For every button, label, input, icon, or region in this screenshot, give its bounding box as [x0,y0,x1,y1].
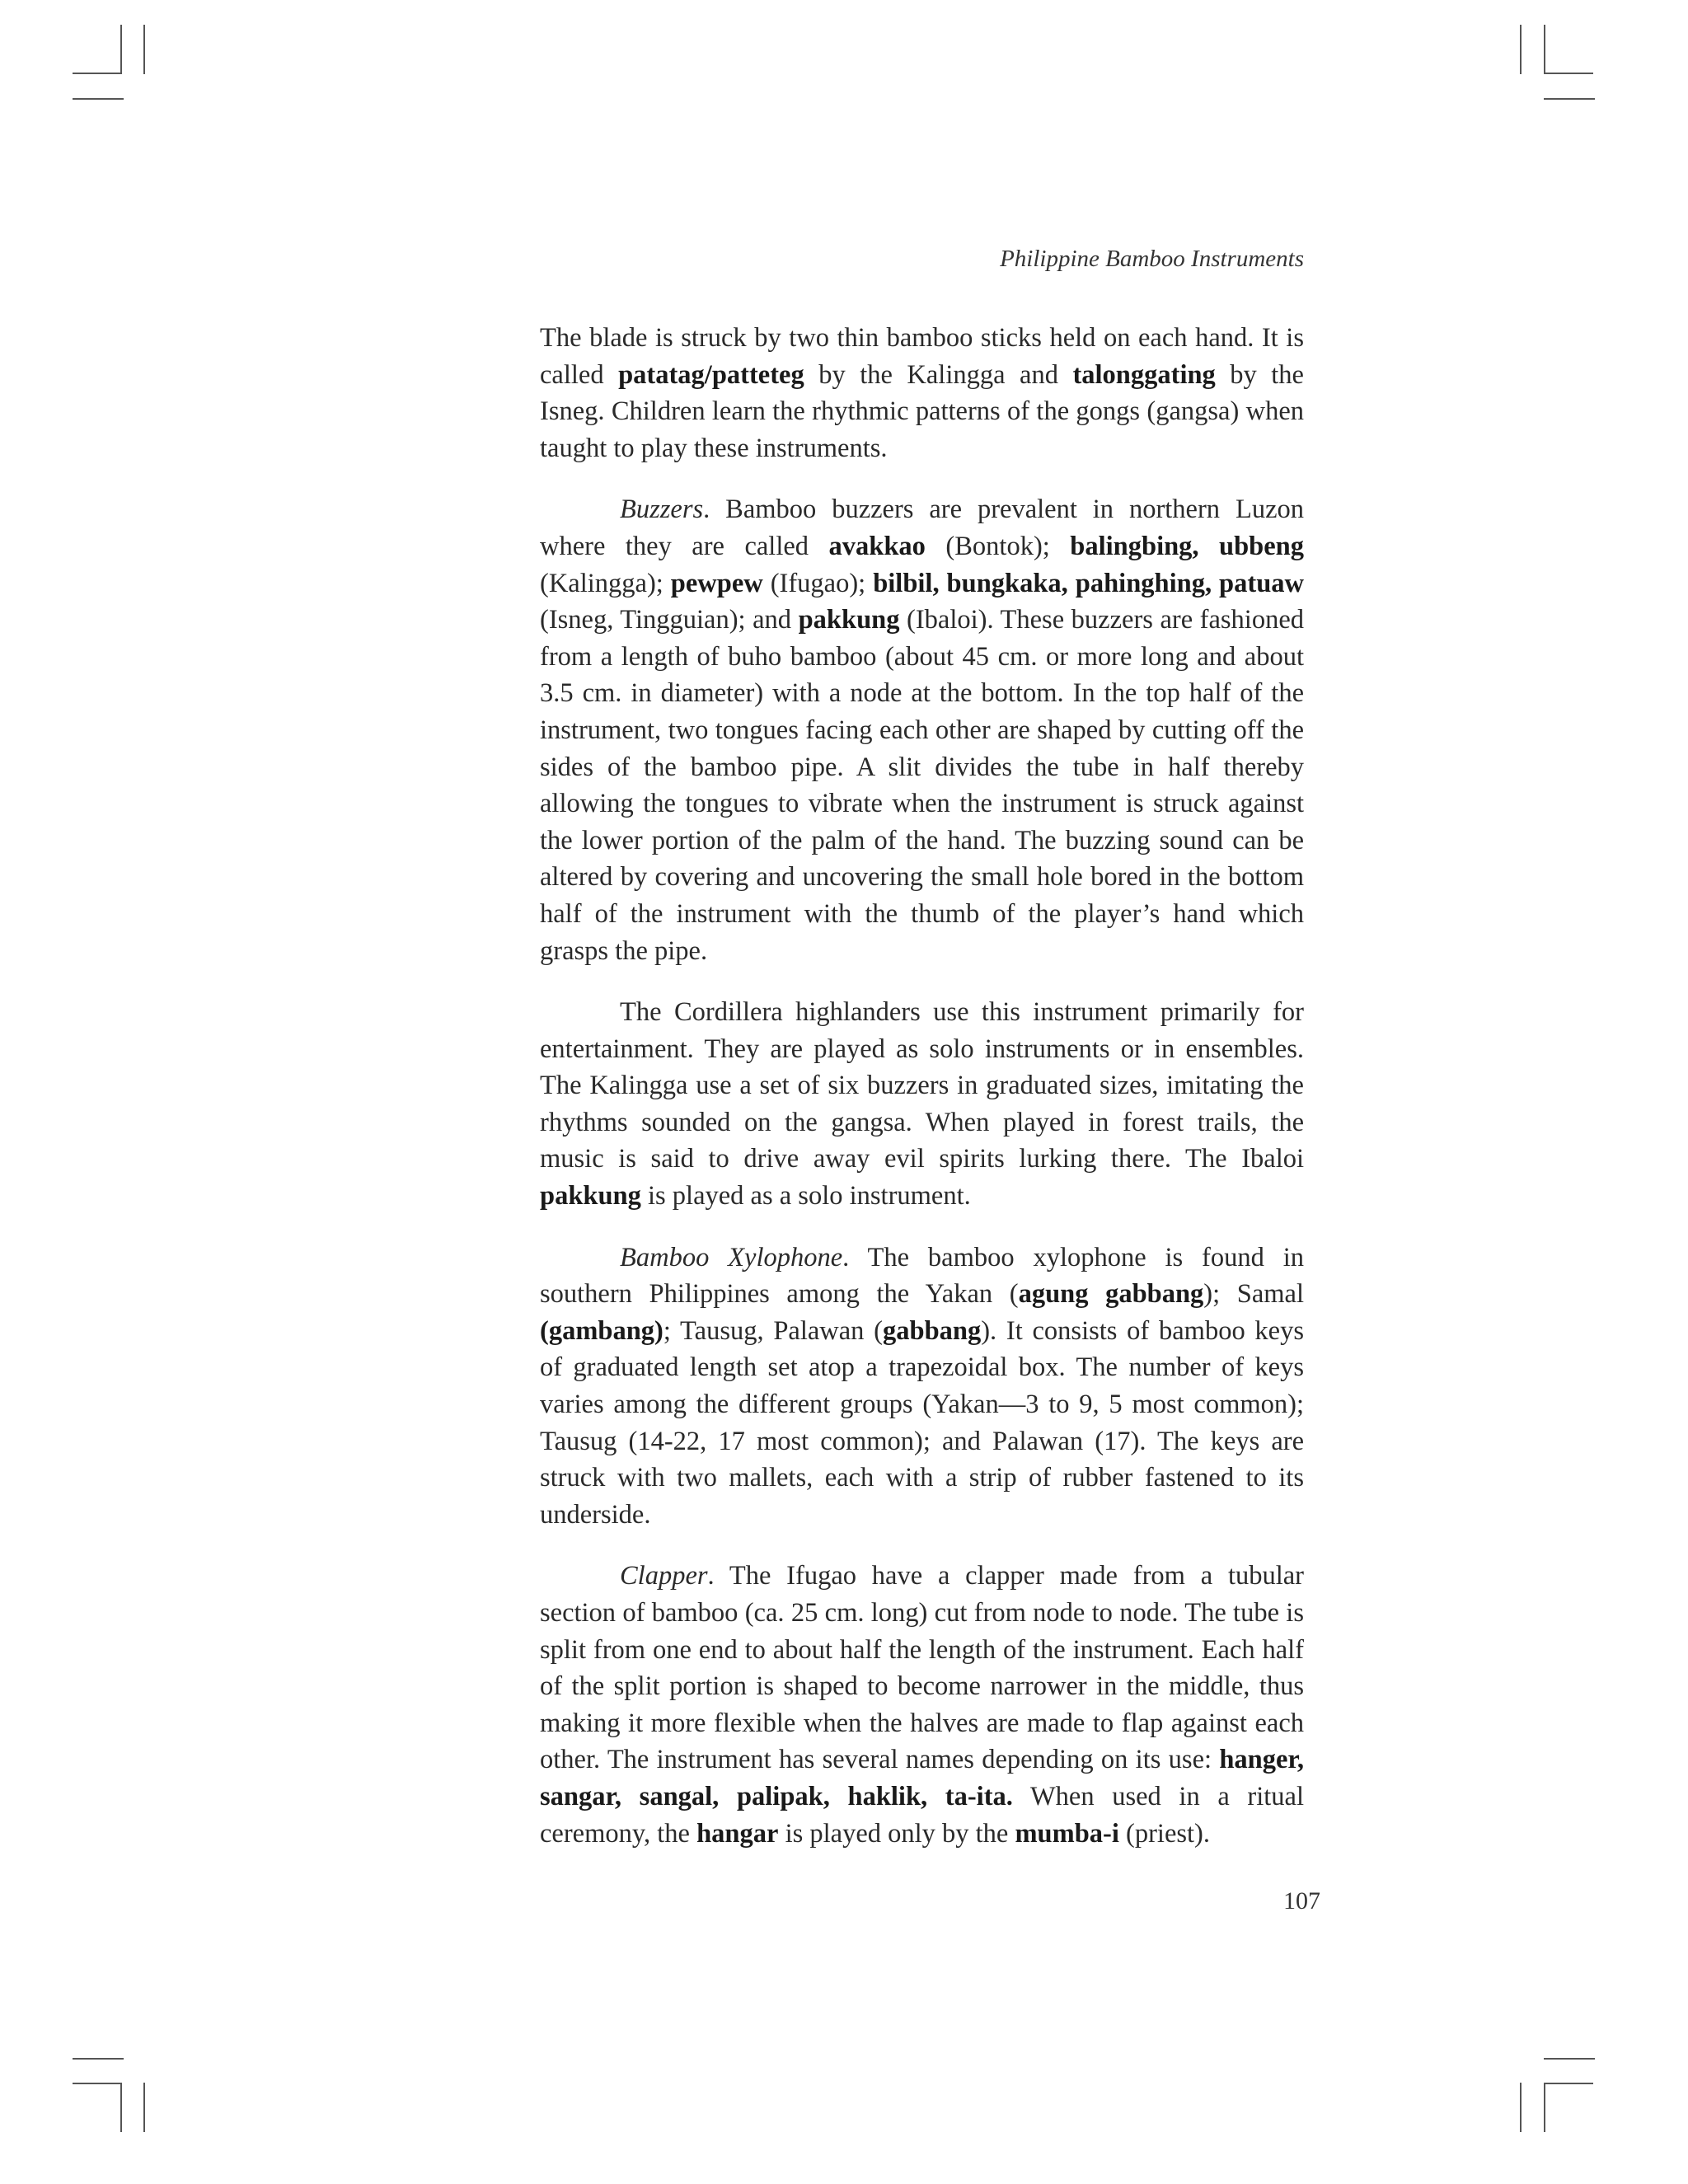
crop-mark-top-left-v2 [143,25,145,74]
bold-term: hanger, sangar, sangal, palipak, haklik, ta-ita. [540,1745,1304,1811]
bold-term: balingbing, ubbeng [1070,531,1304,561]
text-run: (Ifugao); [762,568,874,598]
bold-term: bilbil, bungkaka, pahinghing, patuaw [873,568,1304,598]
text-run: (Ibaloi). These buzzers are fashioned from a length of buho bamboo (about 45 cm. or more long and about 3.5 cm. in diameter) with a node at the bottom. In the top half of the instrument, two tongues facing each other are shaped by cutting off the sides of the bamboo pipe. A slit divides the tube in half thereby allowing the tongues to vibrate when the instrument is struck against the lower portion of the palm of the hand. The buzzing sound can be altered by covering and uncovering the small hole bored in the bottom half of the instrument with the thumb of the player’s hand which grasps the pipe. [540,605,1305,966]
crop-mark-top-left-base [73,73,122,74]
paragraph [540,1240,1304,1534]
text-run: The Cordillera highlanders use this instrument primarily for entertainment. They are played as solo instruments or in ensembles. The Kalingga use a set of six buzzers in graduated sizes, imitating the rhythms sounded on the gangsa. When played in forest trails, the music is said to drive away evil spirits lurking there. The Ibaloi [540,997,1304,1174]
page-number: 107 [1283,1887,1320,1915]
italic-heading: Clapper [620,1561,708,1591]
text-run: is played only by the [778,1818,1015,1849]
text-run: ). It consists of bamboo keys of graduated length set atop a trapezoidal box. The number of keys varies among the different groups (Yakan—3 to 9, 5 most common); Tausug (14-22, 17 most common); and Palawan (17). The keys are struck with two mallets, each with a strip of rubber fastened to its underside. [540,1315,1305,1530]
bold-term: agung gabbang [1018,1279,1204,1310]
crop-mark-top-right-v2 [1544,25,1545,74]
crop-mark-bottom-left-v1 [120,2083,122,2132]
crop-mark-bottom-left-v2 [143,2083,145,2132]
text-run: . The bamboo xylophone is found in southern Philippines among the Yakan ( [540,1242,1304,1310]
bold-term: (gambang) [540,1315,663,1346]
crop-mark-bottom-left-h [73,2058,124,2060]
crop-mark-top-left-h [73,98,124,100]
text-run: is played as a solo instrument. [640,1181,971,1212]
text-run: by the Isneg. Children learn the rhythmic patterns of the gongs (gangsa) when taught to play these instruments. [540,359,1304,463]
bold-term: hangar [696,1818,779,1849]
crop-mark-top-left-v1 [120,25,122,74]
text-run: When used in a ritual ceremony, the [540,1781,1304,1849]
paragraph [540,320,1304,466]
crop-mark-bottom-right-h [1544,2058,1595,2060]
crop-mark-top-right-h [1544,98,1595,100]
crop-mark-bottom-left-base [73,2083,122,2084]
bold-term: pewpew [670,568,763,598]
paragraph [540,1558,1304,1852]
bold-term: avakkao [828,531,926,561]
bold-term: gabbang [883,1315,982,1346]
crop-mark-bottom-right-v1 [1520,2083,1522,2132]
text-run: by the Kalingga and [804,359,1073,390]
text-run: (priest). [1118,1818,1210,1849]
bold-term: talonggating [1072,359,1216,390]
text-run: ); Samal [1203,1279,1304,1310]
bold-term: pakkung [798,605,900,635]
text-run: (Bontok); [925,531,1071,561]
text-run: (Kalingga); [540,568,671,598]
running-header: Philippine Bamboo Instruments [1000,246,1304,272]
crop-mark-bottom-right-v2 [1544,2083,1545,2132]
text-run: . Bamboo buzzers are prevalent in northern Luzon where they are called [540,494,1304,561]
paragraph [540,491,1304,969]
italic-heading: Buzzers [620,494,704,525]
crop-mark-top-right-base [1544,73,1593,74]
bold-term: mumba-i [1015,1818,1119,1849]
body-text [540,320,1304,1877]
bold-term: patatag/patteteg [618,359,804,390]
italic-heading: Bamboo Xylophone [620,1242,843,1272]
text-run: . The Ifugao have a clapper made from a tubular section of bamboo (ca. 25 cm. long) cut from node to node. The tube is split from one end to about half the length of the instrument. Each half of the split portion is shaped to become narrower in the middle, thus making it more flexible when the halves are made to flap against each other. The instrument has several names depending on its use: [540,1561,1304,1775]
crop-mark-bottom-right-base [1544,2083,1593,2084]
text-run: (Isneg, Tingguian); and [540,605,799,635]
bold-term: pakkung [540,1181,641,1212]
text-run: The blade is struck by two thin bamboo sticks held on each hand. It is called [540,323,1304,390]
crop-mark-top-right-v1 [1520,25,1522,74]
text-run: ; Tausug, Palawan ( [663,1315,883,1346]
paragraph [540,994,1304,1215]
